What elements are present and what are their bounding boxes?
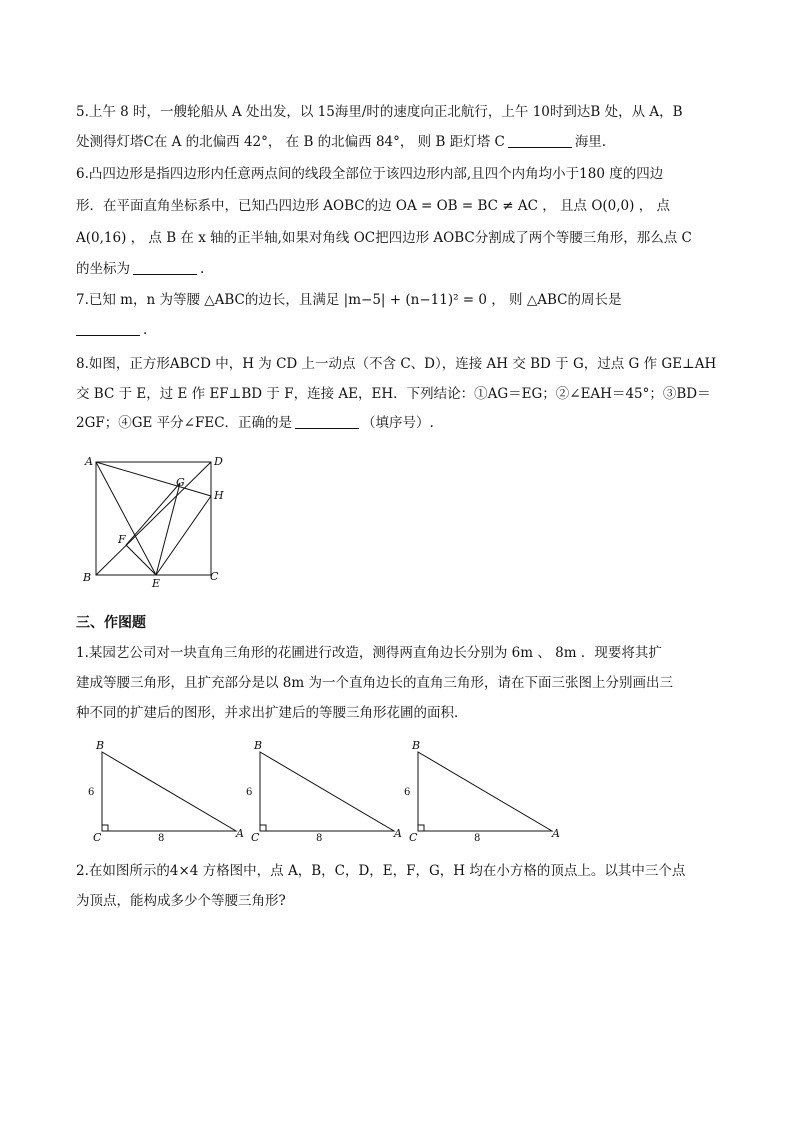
s3-q2-line-2: 为顶点，能构成多少个等腰三角形?: [76, 893, 286, 909]
answer-blank[interactable]: [295, 414, 359, 429]
right-triangle-3: [402, 737, 568, 843]
q7-line-2: [76, 320, 147, 340]
vertex-a: A: [552, 827, 560, 840]
label-a: A: [85, 455, 93, 468]
answer-blank[interactable]: [508, 133, 572, 148]
q6-line-4-end: .: [200, 261, 205, 277]
q5-line-2: [76, 132, 606, 152]
answer-blank[interactable]: [133, 260, 197, 275]
side-label-8: 8: [474, 833, 481, 843]
q8-line-3: [76, 413, 434, 433]
s3-q1-line-1: 1.某园艺公司对一块直角三角形的花圃进行改造，测得两直角边长分别为 6m 、 8m ．现要将其扩: [76, 645, 662, 661]
section-heading: 三、作图题: [76, 615, 146, 631]
q7-line-1: 7.已知 m，n 为等腰 △ABC的边长，且满足 |m−5| + (n−11)² = 0 ， 则 △ABC的周长是: [76, 292, 622, 308]
q8-line-3-end: （填序号）.: [362, 415, 434, 431]
side-label-6: 6: [88, 787, 95, 798]
side-label-8: 8: [316, 833, 323, 843]
triangle-shape: [418, 752, 552, 831]
segment-ae: [96, 462, 156, 575]
q5-line-2-unit: 海里.: [574, 134, 607, 150]
q6-line-2: 形．在平面直角坐标系中，已知凸四边形 AOBC的边 OA = OB = BC ≠ AC ， 且点 O(0,0) ， 点: [76, 198, 670, 214]
vertex-a: A: [394, 827, 402, 840]
q6-line-1: 6.凸四边形是指四边形内任意两点间的线段全部位于该四边形内部,且四个内角均小于180 度的四边: [76, 166, 664, 182]
segment-ef: [126, 545, 156, 575]
s3-q2-line-1: 2.在如图所示的4×4 方格图中，点 A，B，C，D，E，F，G，H 均在小方格的顶点上。以其中三个点: [76, 863, 686, 879]
vertex-b: B: [254, 739, 263, 752]
q8-line-3-text: 2GF；④GE 平分∠FEC．正确的是: [76, 415, 293, 431]
right-triangle-1: [86, 737, 246, 843]
side-label-6: 6: [404, 787, 411, 798]
label-b: B: [83, 571, 92, 584]
answer-blank[interactable]: [76, 321, 140, 336]
q7-line-2-end: .: [143, 322, 148, 338]
triangle-shape: [260, 752, 394, 831]
right-angle-mark: [102, 825, 108, 831]
side-label-6: 6: [246, 787, 253, 798]
s3-q1-line-2: 建成等腰三角形，且扩充部分是以 8m 为一个直角边长的直角三角形，请在下面三张图上分别画出三: [76, 675, 673, 691]
q5-line-1: 5.上午 8 时，一艘轮船从 A 处出发，以 15海里/时的速度向正北航行，上午 10时到达B 处，从 A，B: [76, 104, 683, 120]
vertex-c: C: [409, 831, 418, 843]
right-angle-mark: [260, 825, 266, 831]
label-e: E: [152, 577, 161, 588]
label-g: G: [176, 476, 185, 489]
q6-line-4: [76, 259, 204, 279]
q6-line-4-text: 的坐标为: [76, 261, 130, 277]
label-d: D: [214, 455, 223, 468]
right-angle-mark: [418, 825, 424, 831]
q6-line-3: A(0,16) ， 点 B 在 x 轴的正半轴,如果对角线 OC把四边形 AOBC分割成了两个等腰三角形，那么点 C: [76, 230, 692, 246]
label-c: C: [210, 570, 219, 583]
q5-line-2-text: 处测得灯塔C在 A 的北偏西 42°， 在 B 的北偏西 84°， 则 B 距灯塔 C: [76, 134, 505, 150]
square-figure: [80, 452, 230, 588]
label-h: H: [214, 489, 224, 502]
vertex-c: C: [93, 831, 102, 843]
vertex-b: B: [412, 739, 421, 752]
q8-line-1: 8.如图，正方形ABCD 中，H 为 CD 上一动点（不含 C、D），连接 AH 交 BD 于 G，过点 G 作 GE⊥AH: [76, 356, 717, 372]
vertex-b: B: [96, 739, 105, 752]
triangle-shape: [102, 752, 236, 831]
side-label-8: 8: [158, 833, 165, 843]
right-triangle-2: [244, 737, 404, 843]
label-f: F: [118, 533, 126, 546]
s3-q1-line-3: 种不同的扩建后的图形，并求出扩建后的等腰三角形花圃的面积．: [76, 705, 468, 721]
q8-line-2: 交 BC 于 E，过 E 作 EF⊥BD 于 F，连接 AE，EH．下列结论：①AG＝EG；②∠EAH＝45°；③BD＝: [76, 386, 711, 402]
vertex-c: C: [251, 831, 260, 843]
vertex-a: A: [236, 827, 244, 840]
